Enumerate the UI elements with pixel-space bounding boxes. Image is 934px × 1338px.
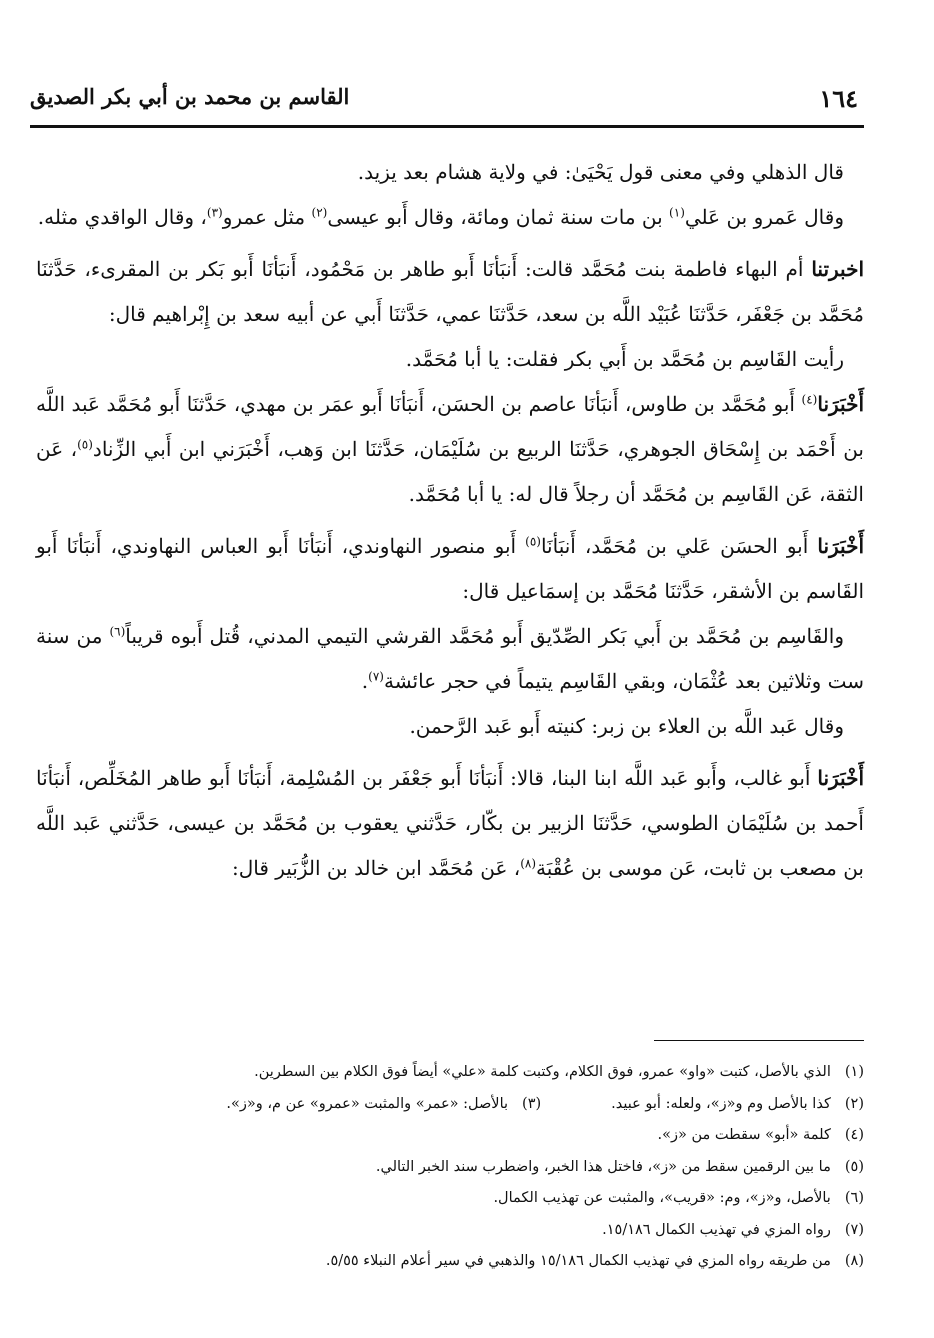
footnote-ref-8: (٨) <box>520 856 537 871</box>
paragraph-5 <box>36 382 864 517</box>
header-rule <box>30 125 864 128</box>
isnad-keyword: أَخْبَرَنا <box>817 766 864 790</box>
paragraph-6 <box>36 524 864 614</box>
isnad-keyword: أَخْبَرَنا <box>817 392 864 416</box>
footnote-number: (٨) <box>844 1253 864 1269</box>
footnote-8 <box>60 1246 864 1278</box>
paragraph-7 <box>36 614 864 704</box>
main-text <box>36 150 864 891</box>
footnote-text: الذي بالأصل، كتبت «واو» عمرو، فوق الكلام، وكتبت كلمة «علي» أيضاً فوق الكلام بين السطرين. <box>254 1064 831 1080</box>
paragraph-1: قال الذهلي وفي معنى قول يَحْيَىٰ: في ولاية هشام بعد يزيد. <box>357 160 844 184</box>
footnote-5 <box>60 1152 864 1184</box>
isnad-keyword: أَخْبَرَنا <box>817 534 864 558</box>
footnotes <box>60 1057 864 1278</box>
footnote-rule <box>654 1040 864 1041</box>
footnote-number: (٤) <box>844 1127 864 1143</box>
footnote-text: من طريقه رواه المزي في تهذيب الكمال ١٥/١٨٦ والذهبي في سير أعلام النبلاء ٥/٥٥. <box>325 1253 831 1269</box>
paragraph-7-text-c: . <box>361 669 369 693</box>
footnote-ref-6: (٦) <box>109 624 126 639</box>
footnote-number: (٣) <box>522 1095 542 1112</box>
paragraph-5-text-a: أَبو مُحَمَّد بن طاوس، أَنبَأنَا عاصم بن الحسَن، أَنبَأنَا أَبو عمَر بن مهدي، حَدَّثنَا أَبو مُحَمَّد عَبد اللَّه بن أَحْمَد بن إِسْحَاق الجوهري، حَدَّثنَا الربيع بن سُلَيْمَان، حَدَّثنَا ابن وَهب، أَخْبَرَني ابن أَبي الزِّناد <box>36 392 864 461</box>
page-number: ١٦٤ <box>819 84 858 113</box>
paragraph-7-text-b: من سنة ست وثلاثين بعد عُثْمَان، وبقي القَاسِم يتيماً في حجر عائشة <box>36 624 864 693</box>
footnote-2 <box>60 1089 864 1121</box>
paragraph-2 <box>36 195 864 240</box>
paragraph-5-text-b: ، عَن الثقة، عَن القَاسِم بن مُحَمَّد أن رجلاً قال له: يا أبا مُحَمَّد. <box>36 437 864 506</box>
footnote-text: كذا بالأصل وم و«ز»، ولعله: أبو عبيد. <box>611 1095 831 1112</box>
footnote-ref-4: (٤) <box>801 392 818 407</box>
footnote-7 <box>60 1215 864 1247</box>
paragraph-3 <box>36 247 864 337</box>
footnote-text: كلمة «أبو» سقطت من «ز». <box>657 1127 831 1143</box>
running-head: القاسم بن محمد بن أبي بكر الصديق <box>30 84 350 109</box>
paragraph-9 <box>36 756 864 891</box>
footnote-number: (١) <box>844 1064 864 1080</box>
paragraph-8: وقال عَبد اللَّه بن العلاء بن زبر: كنيته أَبو عَبد الرَّحمن. <box>409 714 844 738</box>
footnote-3 <box>226 1096 541 1112</box>
footnote-ref-2: (٢) <box>311 205 328 220</box>
paragraph-3-text: أم البهاء فاطمة بنت مُحَمَّد قالت: أَنبَأنَا أَبو طاهر بن مَحْمُود، أَنبَأنَا أَبو بَكر بن المقرىء، حَدَّثنَا مُحَمَّد بن جَعْفَر، حَدَّثنَا عُبَيْد اللَّه بن سعد، حَدَّثنَا عمي، حَدَّثنَا أَبي عن أبيه سعد بن إِبْراهيم قال: <box>36 257 864 326</box>
paragraph-2-text-c: مثل عمرو <box>222 205 312 229</box>
footnote-text: بالأصل: «عمر» والمثبت «عمرو» عن م، و«ز». <box>226 1095 509 1112</box>
footnote-number: (٥) <box>844 1158 864 1175</box>
footnote-1 <box>60 1057 864 1089</box>
footnote-number: (٦) <box>844 1190 864 1206</box>
paragraph-9-text-a: أَبو غالب، وأَبو عَبد اللَّه ابنا البنا، قالا: أَنبَأنَا أَبو جَعْفَر بن المُسْلِمة، أَنبَأنَا أَبو طاهر المُخَلِّص، أَنبَأنَا أَحمد بن سُلَيْمَان الطوسي، حَدَّثنَا الزبير بن بكّار، حَدَّثني يعقوب بن مُحَمَّد بن عيسى، حَدَّثني عَبد اللَّه بن مصعب بن ثابت، عَن موسى بن عُقْبَة <box>36 766 864 880</box>
footnote-number: (٧) <box>844 1221 864 1238</box>
footnote-ref-1: (١) <box>669 205 685 220</box>
paragraph-2-text-a: وقال عَمرو بن عَلي <box>684 205 844 229</box>
footnote-text: ما بين الرقمين سقط من «ز»، فاختل هذا الخبر، واضطرب سند الخبر التالي. <box>375 1158 831 1175</box>
paragraph-6-text-b: أَبو منصور النهاوندي، أَنبَأنَا أَبو العباس النهاوندي، أَنبَأنَا أَبو القَاسم بن الأشقر، حَدَّثنَا مُحَمَّد بن إسمَاعيل قال: <box>36 534 864 603</box>
footnote-text: رواه المزي في تهذيب الكمال ١٥/١٨٦. <box>602 1221 831 1238</box>
footnote-ref-7: (٧) <box>368 669 384 684</box>
footnote-ref-5: (٥) <box>77 437 93 452</box>
isnad-keyword: اخبرتنا <box>811 257 864 281</box>
footnote-number: (٢) <box>844 1095 864 1112</box>
footnote-ref-3: (٣) <box>206 205 223 220</box>
footnote-4 <box>60 1120 864 1152</box>
paragraph-7-text-a: والقَاسِم بن مُحَمَّد بن أَبي بَكر الصِّدّيق أَبو مُحَمَّد القرشي التيمي المدني، قُتل أَبوه قريباً <box>125 624 844 648</box>
paragraph-2-text-b: بن مات سنة ثمان ومائة، وقال أَبو عيسى <box>327 205 670 229</box>
footnote-text: بالأصل، و«ز»، وم: «قريب»، والمثبت عن تهذيب الكمال. <box>493 1190 831 1206</box>
paragraph-4: رأيت القَاسِم بن مُحَمَّد بن أَبي بكر فقلت: يا أبا مُحَمَّد. <box>405 347 844 371</box>
paragraph-6-text-a: أَبو الحسَن عَلي بن مُحَمَّد، أَنبَأنَا <box>540 534 818 558</box>
footnote-6 <box>60 1183 864 1215</box>
paragraph-2-text-d: ، وقال الواقدي مثله. <box>37 205 207 229</box>
paragraph-9-text-b: ، عَن مُحَمَّد ابن خالد بن الزُّبَير قال: <box>231 856 521 880</box>
footnote-ref-5b: (٥) <box>525 534 541 549</box>
